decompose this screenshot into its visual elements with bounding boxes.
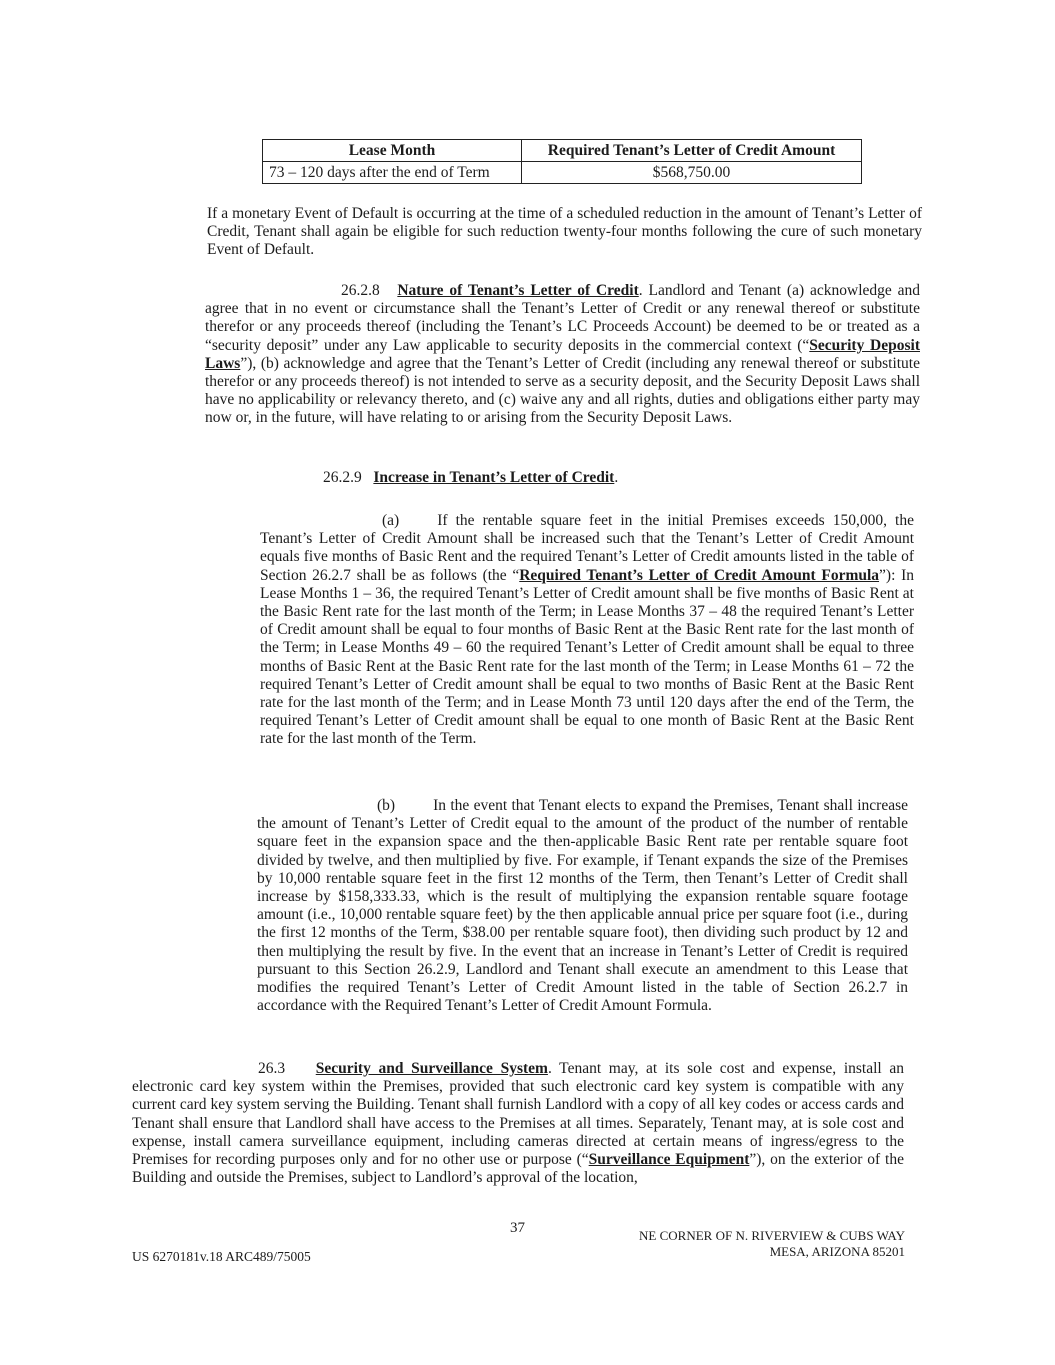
subsection-text: In the event that Tenant elects to expand the Premises, Tenant shall increase the amount of Tenant’s Letter of Credit equal to the amount of the product of the number of rentable square feet in the expansion space and the then-applicable Basic Rent rate per rentable square foot divided by twelve, and then multiplied by five. For example, if Tenant expands the size of the Premises by 10,000 rentable square feet in the first 12 months of the Term, then Tenant’s Letter of Credit shall increase by $158,333.33, which is the result of multiplying the expansion rentable square footage amount (i.e., 10,000 rentable square feet) by the then applicable annual price per square foot (i.e., during the first 12 months of the Term, $38.00 per rentable square foot), then dividing such product by 12 and then multiplying the result by five. In the event that an increase in Tenant’s Letter of Credit is required pursuant to this Section 26.2.9, Landlord and Tenant shall execute an amendment to this Lease that modifies the required Tenant’s Letter of Credit Amount listed in the table of Section 26.2.7 in accordance with the Required Tenant’s Letter of Credit Amount Formula. — [257, 797, 908, 1015]
subsection-label: (a) — [382, 512, 400, 529]
address-line: MESA, ARIZONA 85201 — [769, 1244, 905, 1259]
page-number: 37 — [510, 1220, 525, 1236]
table-cell: 73 – 120 days after the end of Term — [263, 162, 522, 184]
letter-of-credit-table — [262, 139, 862, 184]
section-text: ”), on the exterior of the Building and outside the Premises, subject to Landlord’s approval of the location, — [132, 1151, 904, 1187]
section-heading: Security and Surveillance System — [315, 1060, 548, 1077]
heading-period: . — [614, 469, 619, 486]
section-26-2-8 — [205, 282, 920, 428]
table-header-row — [263, 140, 862, 162]
defined-term: Surveillance Equipment — [588, 1151, 750, 1169]
table-header-cell: Lease Month — [263, 140, 522, 162]
section-26-2-9-heading — [323, 469, 723, 487]
section-number: 26.3 — [258, 1060, 286, 1077]
section-heading: Increase in Tenant’s Letter of Credit — [373, 469, 615, 486]
subsection-b — [257, 797, 908, 1015]
table-header-cell: Required Tenant’s Letter of Credit Amount — [522, 140, 862, 162]
section-text: . Landlord and Tenant (a) acknowledge and agree that in no event or circumstance shall the Tenant’s Letter of Credit or any renewal thereof or substitute therefor or any proceeds thereof (including the Tenant’s LC Proceeds Account) be deemed to be or treated as a “security deposit” under any Law applicable to security deposits in the commercial context (“ — [205, 282, 921, 354]
section-number: 26.2.9 — [323, 469, 362, 486]
subsection-a — [260, 512, 914, 749]
document-id: US 6270181v.18 ARC489/75005 — [132, 1249, 311, 1264]
subsection-label: (b) — [377, 797, 396, 814]
default-paragraph: If a monetary Event of Default is occurring at the time of a scheduled reduction in the amount of Tenant’s Letter of Credit, Tenant shall again be eligible for such reduction twenty-four months following the cure of such monetary Event of Default. — [207, 205, 922, 259]
table-row — [263, 162, 862, 184]
defined-term: Security Deposit Laws — [205, 336, 920, 372]
section-heading: Nature of Tenant’s Letter of Credit — [397, 282, 639, 299]
defined-term: Required Tenant’s Letter of Credit Amount Formula — [519, 566, 880, 584]
address-line: NE CORNER OF N. RIVERVIEW & CUBS WAY — [639, 1228, 905, 1243]
section-text: . Tenant may, at its sole cost and expense, install an electronic card key system within the Premises, provided that such electronic card key system is compatible with any current card key system serving the Building. Tenant shall furnish Landlord with a copy of all key codes or access cards and Tenant shall ensure that Landlord shall have access to the Premises at all times. Separately, Tenant may, at is sole cost and expense, install camera surveillance equipment, including cameras directed at certain means of ingress/egress to the Premises for recording purposes only and for no other use or purpose (“ — [132, 1060, 905, 1169]
subsection-text: ”): In Lease Months 1 – 36, the required Tenant’s Letter of Credit amount shall be five months of Basic Rent at the Basic Rent rate for the last month of the Term; in Lease Months 37 – 48 the required Tenant’s Letter of Credit amount shall be equal to four months of Basic Rent at the Basic Rent rate for the last month of the Term; in Lease Months 49 – 60 the required Tenant’s Letter of Credit amount shall be equal to three months of Basic Rent at the Basic Rent rate for the last month of the Term; in Lease Months 61 – 72 the required Tenant’s Letter of Credit amount shall be equal to two months of Basic Rent at the Basic Rent rate for the last month of the Term; and in Lease Month 73 until 120 days after the end of the Term, the required Tenant’s Letter of Credit amount shall be equal to one month of Basic Rent at the Basic Rent rate for the last month of the Term. — [260, 566, 914, 748]
section-number: 26.2.8 — [341, 282, 380, 299]
section-text: ”), (b) acknowledge and agree that the Tenant’s Letter of Credit (including any renewal thereof or substitute therefor or any proceeds thereof) is not intended to serve as a security deposit, and the Security Deposit Laws shall have no applicability or relevancy thereto, and (c) waive any and all rights, duties and obligations either party may now or, in the future, will have relating to or arising from the Security Deposit Laws. — [205, 354, 920, 427]
section-26-3 — [132, 1060, 904, 1187]
subsection-text: If the rentable square feet in the initial Premises exceeds 150,000, the Tenant’s Letter of Credit Amount shall be increased such that the Tenant’s Letter of Credit Amount equals five months of Basic Rent and the required Tenant’s Letter of Credit amounts listed in the table of Section 26.2.7 shall be as follows (the “ — [260, 512, 914, 584]
table-cell: $568,750.00 — [522, 162, 862, 184]
property-address — [620, 1228, 905, 1260]
